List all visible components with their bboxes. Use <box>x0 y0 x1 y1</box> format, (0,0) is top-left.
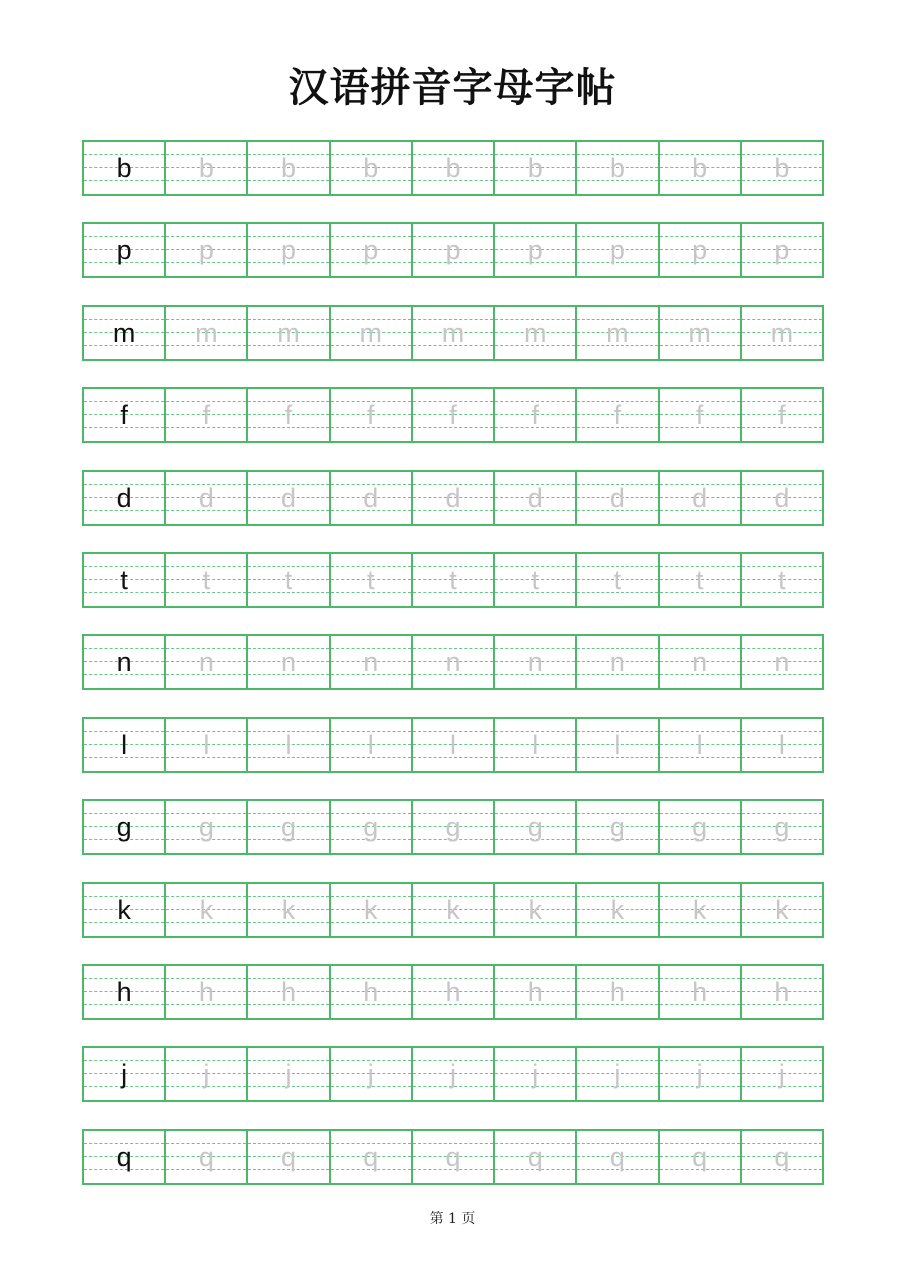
trace-letter: n <box>692 647 708 677</box>
trace-letter: g <box>527 812 543 842</box>
trace-letter-cell <box>575 1048 657 1100</box>
trace-letter-cell <box>164 554 246 606</box>
trace-letter-cell <box>246 966 328 1018</box>
trace-letter: t <box>613 565 622 595</box>
trace-letter-cell <box>658 224 740 276</box>
trace-letter: d <box>609 483 625 513</box>
trace-letter: n <box>445 647 461 677</box>
trace-letter-cell <box>164 1048 246 1100</box>
trace-letter-cell <box>493 224 575 276</box>
trace-letter-cell <box>246 636 328 688</box>
trace-letter-cell <box>658 389 740 441</box>
trace-letter: n <box>198 647 214 677</box>
practice-row-h <box>82 964 824 1020</box>
trace-letter: j <box>614 1059 621 1089</box>
trace-letter: p <box>692 235 708 265</box>
trace-letter: f <box>449 400 457 430</box>
model-letter: k <box>117 895 131 925</box>
trace-letter: q <box>527 1142 543 1172</box>
trace-letter-cell <box>329 719 411 771</box>
trace-letter-cell <box>740 224 822 276</box>
trace-letter-cell <box>411 554 493 606</box>
trace-letter: h <box>527 977 543 1007</box>
trace-letter-cell <box>740 389 822 441</box>
trace-letter: d <box>363 483 379 513</box>
trace-letter-cell <box>329 801 411 853</box>
trace-letter: k <box>446 895 460 925</box>
trace-letter: j <box>778 1059 785 1089</box>
trace-letter-cell <box>575 719 657 771</box>
model-letter-cell <box>84 636 164 688</box>
model-letter: j <box>121 1059 128 1089</box>
trace-letter: b <box>363 153 379 183</box>
trace-letter: q <box>198 1142 214 1172</box>
trace-letter: t <box>695 565 704 595</box>
trace-letter: t <box>202 565 211 595</box>
trace-letter-cell <box>246 307 328 359</box>
trace-letter: m <box>770 318 794 348</box>
trace-letter-cell <box>658 636 740 688</box>
trace-letter: m <box>277 318 300 348</box>
trace-letter-cell <box>493 554 575 606</box>
trace-letter: t <box>367 565 375 595</box>
trace-letter: m <box>441 318 465 348</box>
trace-letter-cell <box>575 142 657 194</box>
practice-row-n <box>82 634 824 690</box>
trace-letter-cell <box>411 472 493 524</box>
trace-letter: t <box>531 565 539 595</box>
trace-letter: f <box>695 400 704 430</box>
trace-letter: p <box>527 235 543 265</box>
practice-row-j <box>82 1046 824 1102</box>
model-letter-cell <box>84 801 164 853</box>
model-letter: f <box>120 400 128 430</box>
trace-letter-cell <box>575 636 657 688</box>
model-letter: d <box>116 483 132 513</box>
trace-letter-cell <box>246 142 328 194</box>
model-letter: b <box>116 153 132 183</box>
practice-row-f <box>82 387 824 443</box>
trace-letter-cell <box>411 884 493 936</box>
trace-letter-cell <box>658 966 740 1018</box>
trace-letter-cell <box>575 389 657 441</box>
trace-letter-cell <box>411 142 493 194</box>
practice-row-l <box>82 717 824 773</box>
trace-letter: n <box>527 647 543 677</box>
trace-letter: l <box>367 730 374 760</box>
trace-letter-cell <box>246 801 328 853</box>
trace-letter: m <box>195 318 218 348</box>
practice-row-q <box>82 1129 824 1185</box>
trace-letter: g <box>281 812 297 842</box>
trace-letter: l <box>449 730 456 760</box>
trace-letter: h <box>774 977 790 1007</box>
trace-letter-cell <box>329 142 411 194</box>
trace-letter-cell <box>329 307 411 359</box>
trace-letter: h <box>281 977 297 1007</box>
trace-letter-cell <box>740 636 822 688</box>
trace-letter-cell <box>329 472 411 524</box>
trace-letter: d <box>281 483 297 513</box>
trace-letter-cell <box>329 1131 411 1183</box>
trace-letter-cell <box>411 1131 493 1183</box>
trace-letter: t <box>284 565 293 595</box>
practice-row-k <box>82 882 824 938</box>
trace-letter: p <box>281 235 297 265</box>
trace-letter-cell <box>246 884 328 936</box>
trace-letter-cell <box>575 801 657 853</box>
trace-letter-cell <box>658 1131 740 1183</box>
trace-letter: p <box>609 235 625 265</box>
practice-row-d <box>82 470 824 526</box>
trace-letter-cell <box>658 307 740 359</box>
model-letter-cell <box>84 966 164 1018</box>
trace-letter-cell <box>164 1131 246 1183</box>
trace-letter: b <box>281 153 297 183</box>
trace-letter: h <box>198 977 214 1007</box>
trace-letter: q <box>445 1142 461 1172</box>
model-letter: l <box>121 730 128 760</box>
trace-letter-cell <box>658 1048 740 1100</box>
trace-letter-cell <box>164 307 246 359</box>
trace-letter: j <box>203 1059 210 1089</box>
trace-letter-cell <box>493 884 575 936</box>
trace-letter-cell <box>658 719 740 771</box>
trace-letter-cell <box>575 307 657 359</box>
trace-letter: l <box>696 730 703 760</box>
trace-letter: j <box>532 1059 539 1089</box>
trace-letter: h <box>609 977 625 1007</box>
trace-letter: j <box>367 1059 374 1089</box>
trace-letter: k <box>281 895 296 925</box>
trace-letter-cell <box>329 884 411 936</box>
trace-letter: l <box>614 730 621 760</box>
model-letter: p <box>116 235 132 265</box>
trace-letter-cell <box>411 801 493 853</box>
trace-letter-cell <box>493 142 575 194</box>
trace-letter: d <box>445 483 461 513</box>
trace-letter: f <box>284 400 293 430</box>
model-letter: h <box>116 977 132 1007</box>
trace-letter: b <box>692 153 708 183</box>
trace-letter-cell <box>658 472 740 524</box>
trace-letter-cell <box>329 636 411 688</box>
trace-letter-cell <box>329 224 411 276</box>
trace-letter-cell <box>575 884 657 936</box>
trace-letter-cell <box>329 389 411 441</box>
model-letter: t <box>120 565 128 595</box>
model-letter-cell <box>84 1131 164 1183</box>
trace-letter: m <box>359 318 383 348</box>
trace-letter: m <box>606 318 629 348</box>
practice-row-p <box>82 222 824 278</box>
trace-letter-cell <box>740 554 822 606</box>
trace-letter-cell <box>575 554 657 606</box>
trace-letter-cell <box>164 719 246 771</box>
trace-letter-cell <box>740 1131 822 1183</box>
trace-letter-cell <box>164 142 246 194</box>
trace-letter: q <box>281 1142 297 1172</box>
page-number: 第 1 页 <box>429 1211 476 1227</box>
trace-letter: l <box>203 730 210 760</box>
model-letter-cell <box>84 719 164 771</box>
trace-letter-cell <box>493 307 575 359</box>
trace-letter: g <box>609 812 625 842</box>
trace-letter-cell <box>411 224 493 276</box>
practice-row-m <box>82 305 824 361</box>
trace-letter-cell <box>575 224 657 276</box>
trace-letter-cell <box>246 1048 328 1100</box>
trace-letter: t <box>778 565 786 595</box>
trace-letter: q <box>363 1142 379 1172</box>
trace-letter-cell <box>164 472 246 524</box>
trace-letter-cell <box>164 884 246 936</box>
trace-letter: m <box>523 318 547 348</box>
trace-letter-cell <box>246 224 328 276</box>
trace-letter: m <box>688 318 711 348</box>
trace-letter-cell <box>246 554 328 606</box>
practice-row-b <box>82 140 824 196</box>
trace-letter: d <box>198 483 214 513</box>
trace-letter: g <box>198 812 214 842</box>
trace-letter: n <box>609 647 625 677</box>
trace-letter: p <box>774 235 790 265</box>
trace-letter-cell <box>164 966 246 1018</box>
trace-letter-cell <box>411 389 493 441</box>
trace-letter-cell <box>740 801 822 853</box>
trace-letter: p <box>198 235 214 265</box>
trace-letter: h <box>445 977 461 1007</box>
model-letter-cell <box>84 1048 164 1100</box>
trace-letter-cell <box>740 142 822 194</box>
model-letter: m <box>112 318 136 348</box>
trace-letter-cell <box>164 801 246 853</box>
trace-letter-cell <box>658 801 740 853</box>
trace-letter-cell <box>575 966 657 1018</box>
trace-letter-cell <box>246 389 328 441</box>
trace-letter: q <box>774 1142 790 1172</box>
trace-letter: b <box>198 153 214 183</box>
trace-letter: j <box>449 1059 456 1089</box>
model-letter-cell <box>84 472 164 524</box>
trace-letter: d <box>527 483 543 513</box>
trace-letter: n <box>281 647 297 677</box>
trace-letter: h <box>692 977 708 1007</box>
model-letter-cell <box>84 389 164 441</box>
trace-letter: d <box>774 483 790 513</box>
model-letter: q <box>116 1142 132 1172</box>
trace-letter-cell <box>575 1131 657 1183</box>
trace-letter: b <box>445 153 461 183</box>
trace-letter: g <box>445 812 461 842</box>
trace-letter-cell <box>493 636 575 688</box>
trace-letter: k <box>692 895 707 925</box>
model-letter-cell <box>84 224 164 276</box>
trace-letter-cell <box>411 966 493 1018</box>
trace-letter-cell <box>658 884 740 936</box>
trace-letter: l <box>285 730 292 760</box>
trace-letter-cell <box>740 884 822 936</box>
trace-letter-cell <box>164 224 246 276</box>
trace-letter: f <box>367 400 375 430</box>
model-letter: g <box>116 812 132 842</box>
trace-letter: j <box>696 1059 703 1089</box>
trace-letter-cell <box>493 389 575 441</box>
trace-letter: l <box>532 730 539 760</box>
trace-letter-cell <box>246 472 328 524</box>
page-title: 汉语拼音字母字帖 <box>288 65 617 111</box>
trace-letter: g <box>363 812 379 842</box>
model-letter-cell <box>84 554 164 606</box>
practice-row-t <box>82 552 824 608</box>
trace-letter: q <box>609 1142 625 1172</box>
trace-letter-cell <box>164 636 246 688</box>
trace-letter-cell <box>493 472 575 524</box>
trace-letter-cell <box>493 966 575 1018</box>
trace-letter: g <box>774 812 790 842</box>
trace-letter-cell <box>658 554 740 606</box>
trace-letter-cell <box>493 1048 575 1100</box>
trace-letter: f <box>531 400 539 430</box>
trace-letter-cell <box>411 1048 493 1100</box>
trace-letter: g <box>692 812 708 842</box>
trace-letter-cell <box>575 472 657 524</box>
model-letter-cell <box>84 884 164 936</box>
trace-letter: f <box>613 400 622 430</box>
trace-letter: l <box>778 730 785 760</box>
trace-letter-cell <box>740 966 822 1018</box>
trace-letter: k <box>528 895 542 925</box>
trace-letter: b <box>609 153 625 183</box>
trace-letter-cell <box>246 719 328 771</box>
trace-letter: k <box>364 895 378 925</box>
trace-letter-cell <box>493 801 575 853</box>
trace-letter: f <box>202 400 211 430</box>
trace-letter: p <box>445 235 461 265</box>
model-letter: n <box>116 647 132 677</box>
trace-letter: h <box>363 977 379 1007</box>
trace-letter-cell <box>329 966 411 1018</box>
trace-letter-cell <box>329 554 411 606</box>
trace-letter-cell <box>740 472 822 524</box>
model-letter-cell <box>84 142 164 194</box>
trace-letter-cell <box>246 1131 328 1183</box>
trace-letter: d <box>692 483 708 513</box>
trace-letter: b <box>774 153 790 183</box>
trace-letter: n <box>363 647 379 677</box>
trace-letter: t <box>449 565 457 595</box>
trace-letter: k <box>610 895 625 925</box>
trace-letter: k <box>775 895 789 925</box>
trace-letter: n <box>774 647 790 677</box>
trace-letter: j <box>285 1059 292 1089</box>
trace-letter-cell <box>740 307 822 359</box>
trace-letter: k <box>199 895 214 925</box>
model-letter-cell <box>84 307 164 359</box>
trace-letter-cell <box>329 1048 411 1100</box>
trace-letter-cell <box>493 1131 575 1183</box>
trace-letter: p <box>363 235 379 265</box>
trace-letter-cell <box>740 719 822 771</box>
trace-letter-cell <box>493 719 575 771</box>
trace-letter-cell <box>658 142 740 194</box>
trace-letter-cell <box>740 1048 822 1100</box>
trace-letter-cell <box>411 636 493 688</box>
trace-letter-cell <box>164 389 246 441</box>
trace-letter: q <box>692 1142 708 1172</box>
trace-letter: f <box>778 400 786 430</box>
trace-letter: b <box>527 153 543 183</box>
trace-letter-cell <box>411 307 493 359</box>
trace-letter-cell <box>411 719 493 771</box>
practice-row-g <box>82 799 824 855</box>
